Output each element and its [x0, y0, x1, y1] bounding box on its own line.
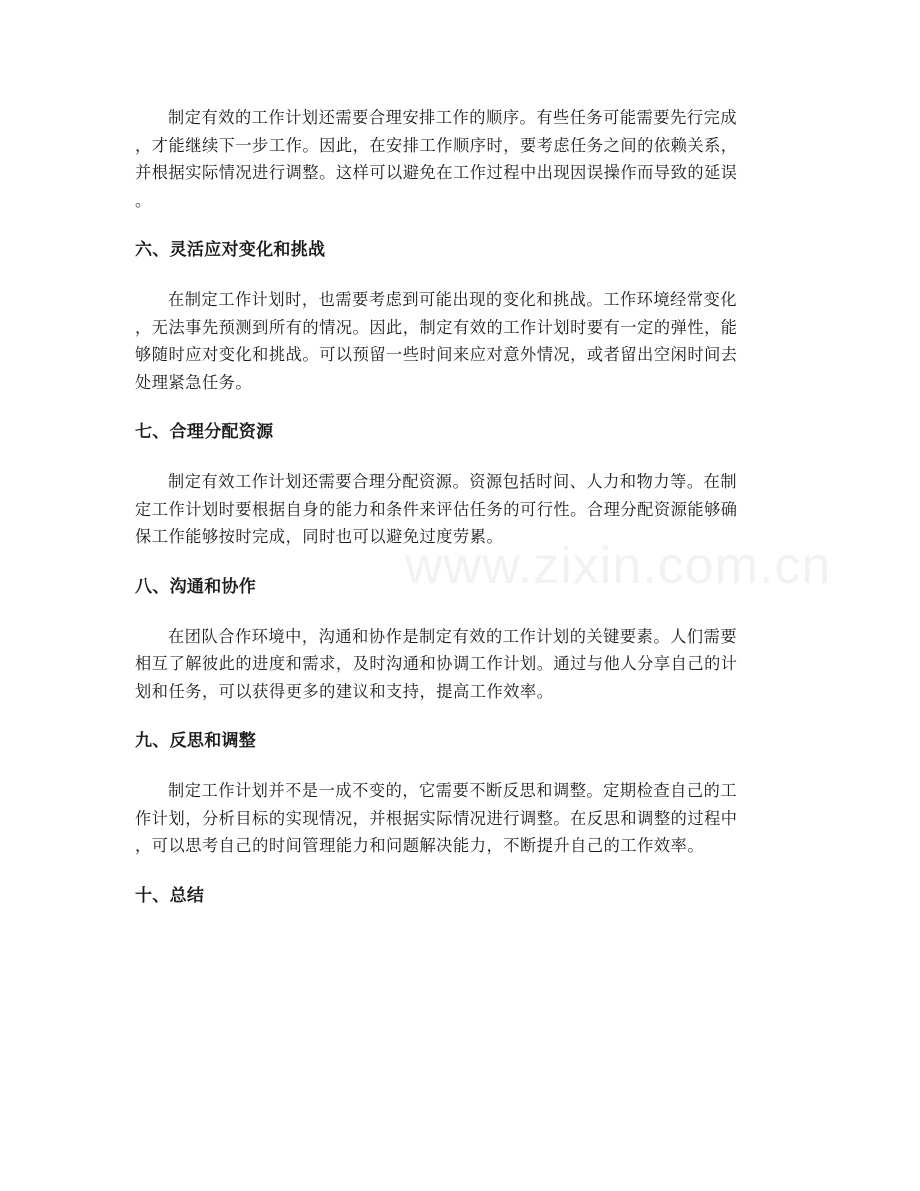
paragraph-line: 定工作计划时要根据自身的能力和条件来评估任务的可行性。合理分配资源能够确 — [135, 499, 738, 519]
paragraph-line: 划和任务，可以获得更多的建议和支持，提高工作效率。 — [135, 681, 554, 701]
paragraph-line: 制定有效工作计划还需要合理分配资源。资源包括时间、人力和物力等。在制 — [168, 472, 738, 491]
watermark-text: www.zixin.com.cn — [405, 537, 832, 595]
paragraph-line: 相互了解彼此的进度和需求，及时沟通和协调工作计划。通过与他人分享自己的计 — [135, 654, 738, 673]
paragraph-line: 制定工作计划并不是一成不变的，它需要不断反思和调整。定期检查自己的工 — [168, 781, 738, 800]
document-body — [135, 104, 787, 909]
paragraph-flexibility — [135, 286, 787, 396]
paragraph-line: ，无法事先预测到所有的情况。因此，制定有效的工作计划时要有一定的弹性，能 — [135, 317, 738, 337]
paragraph-line: 并根据实际情况进行调整。这样可以避免在工作过程中出现因误操作而导致的延误 — [135, 163, 738, 182]
paragraph-work-order — [135, 104, 787, 214]
paragraph-line: 够随时应对变化和挑战。可以预留一些时间来应对意外情况，或者留出空闲时间去 — [135, 345, 738, 364]
paragraph-line: ，可以思考自己的时间管理能力和问题解决能力，不断提升自己的工作效率。 — [135, 836, 705, 855]
paragraph-resources — [135, 468, 787, 551]
paragraph-line: 在制定工作计划时，也需要考虑到可能出现的变化和挑战。工作环境经常变化 — [168, 290, 738, 309]
paragraph-line: 保工作能够按时完成，同时也可以避免过度劳累。 — [135, 527, 504, 546]
paragraph-communication — [135, 623, 787, 706]
section-heading-resources: 七、合理分配资源 — [135, 422, 274, 442]
section-heading-summary: 十、总结 — [135, 885, 205, 906]
paragraph-line: ，才能继续下一步工作。因此，在安排工作顺序时，要考虑任务之间的依赖关系， — [135, 135, 738, 155]
section-heading-reflection: 九、反思和调整 — [135, 731, 257, 751]
paragraph-line: 制定有效的工作计划还需要合理安排工作的顺序。有些任务可能需要先行完成 — [168, 108, 738, 127]
paragraph-line: 。 — [135, 190, 152, 210]
paragraph-reflection — [135, 777, 787, 860]
paragraph-line: 处理紧急任务。 — [135, 372, 253, 392]
paragraph-line: 作计划，分析目标的实现情况，并根据实际情况进行调整。在反思和调整的过程中 — [135, 808, 738, 828]
section-heading-communication: 八、沟通和协作 — [135, 576, 257, 597]
section-heading-flexibility: 六、灵活应对变化和挑战 — [135, 240, 326, 260]
paragraph-line: 在团队合作环境中，沟通和协作是制定有效的工作计划的关键要素。人们需要 — [168, 626, 738, 646]
